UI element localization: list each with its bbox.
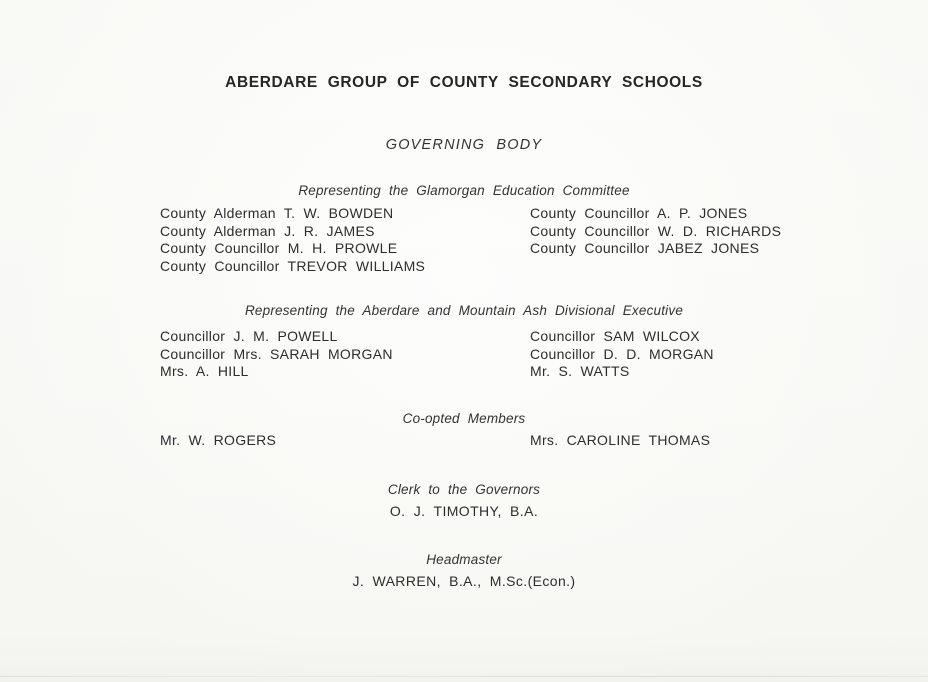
member-name: County Councillor W. D. RICHARDS [530, 222, 782, 239]
member-name: Mrs. A. HILL [160, 363, 249, 380]
member-name: Councillor SAM WILCOX [530, 328, 700, 344]
member-column-right [530, 205, 781, 258]
member-column-left [160, 432, 276, 450]
headmaster-name: J. WARREN, B.A., M.Sc.(Econ.) [352, 573, 576, 589]
member-column-right [530, 432, 710, 450]
member-name: County Councillor TREVOR WILLIAMS [160, 258, 426, 275]
member-name: Councillor J. M. POWELL [160, 328, 338, 344]
section-heading-headmaster: Headmaster [426, 552, 502, 567]
member-name: County Councillor M. H. PROWLE [160, 240, 398, 257]
member-name: Mr. W. ROGERS [160, 432, 277, 448]
member-column-left [160, 205, 425, 276]
member-column-right [530, 328, 714, 381]
section-heading-co-opted-members: Co-opted Members [402, 411, 526, 426]
scan-edge-bottom [0, 676, 928, 677]
member-name: County Alderman J. R. JAMES [160, 222, 375, 239]
member-column-left [160, 328, 393, 381]
section-heading-divisional-executive: Representing the Aberdare and Mountain Ash Divisional Executive [244, 303, 684, 318]
section-heading-clerk-to-governors: Clerk to the Governors [387, 482, 541, 497]
member-name: County Alderman T. W. BOWDEN [160, 205, 394, 221]
member-name: County Councillor A. P. JONES [530, 205, 748, 221]
section-heading-glamorgan-education-committee: Representing the Glamorgan Education Committee [298, 183, 630, 198]
document-subtitle: GOVERNING BODY [385, 137, 543, 153]
member-name: Mr. S. WATTS [530, 363, 630, 380]
member-name: Councillor D. D. MORGAN [530, 345, 714, 362]
clerk-name: O. J. TIMOTHY, B.A. [389, 503, 539, 519]
member-name: Councillor Mrs. SARAH MORGAN [160, 345, 393, 362]
document-title: ABERDARE GROUP OF COUNTY SECONDARY SCHOOLS [225, 74, 703, 91]
member-name: County Councillor JABEZ JONES [530, 240, 760, 257]
scan-edge-top [0, 2, 928, 4]
member-name: Mrs. CAROLINE THOMAS [530, 432, 711, 448]
